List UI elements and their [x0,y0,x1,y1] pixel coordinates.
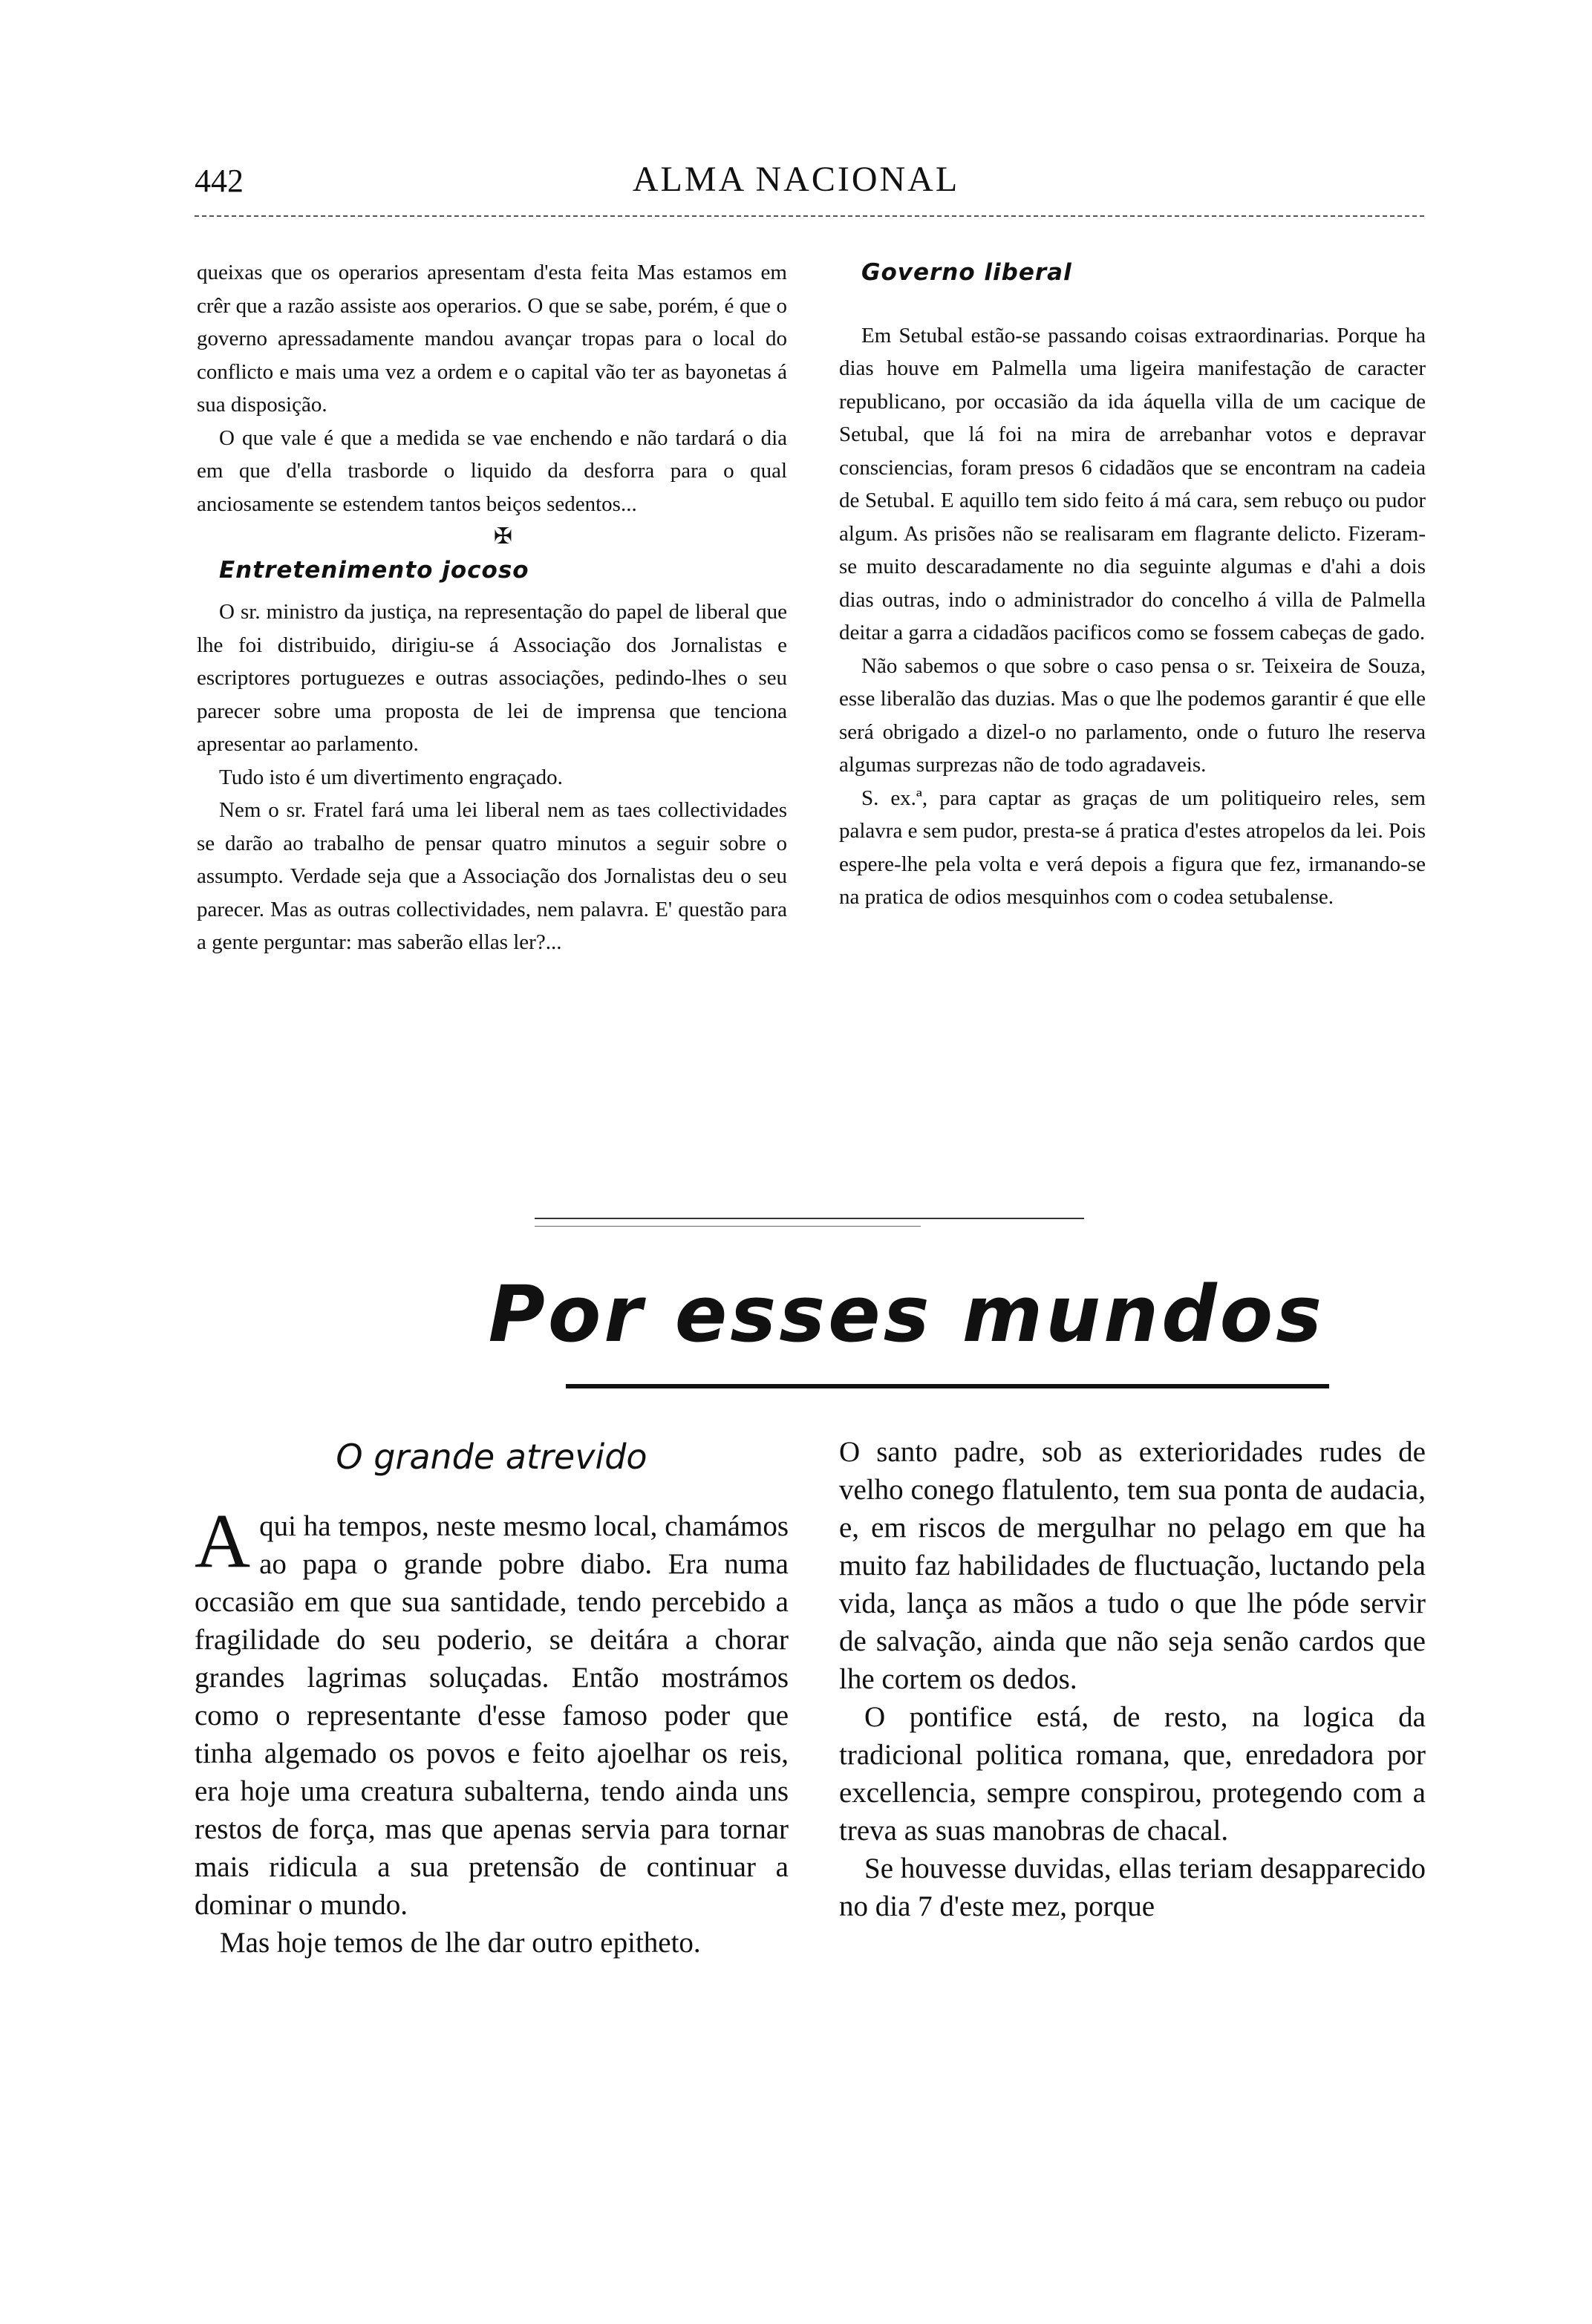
running-header-title: ALMA NACIONAL [632,160,960,199]
paragraph-text: qui ha tempos, neste mesmo local, chamámos ao papa o grande pobre diabo. Era numa occasião em que sua santidade, tendo percebido a fragilidade do seu poderio, se deitára a chorar grandes lagrimas soluçadas. Então mostrámos como o representante d'esse famoso poder que tinha algemado os povos e feito ajoelhar os reis, era hoje uma creatura subalterna, tendo ainda uns restos de força, mas que apenas servia para tornar mais ridicula a sua pretensão de continuar a dominar o mundo. [195,1510,789,1921]
header-rule [195,215,1424,217]
paragraph: Tudo isto é um divertimento engraçado. [219,765,563,789]
separator-rule [535,1218,1084,1219]
drop-cap: A [195,1498,251,1584]
separator-rule [535,1226,921,1227]
subheading-governo-liberal: Governo liberal [861,259,1072,286]
article-subtitle: O grande atrevido [336,1437,647,1477]
section-title: Por esses mundos [488,1269,1325,1360]
paragraph: Nem o sr. Fratel fará uma lei liberal nem as taes collectividades se darão ao trabalho de pensar quatro minutos a seguir sobre o assumpto. Verdade seja que a Associação dos Jornalistas deu o seu parecer. Mas as outras collectividades, nem palavra. E' questão para a gente perguntar: mas saberão ellas ler?... [197,798,787,954]
section-title-rule [566,1384,1329,1388]
paragraph: Mas hoje temos de lhe dar outro epitheto. [220,1927,701,1959]
right-column [839,256,1426,914]
article-right-column [839,1433,1426,1925]
paragraph: queixas que os operarios apresentam d'esta feita Mas estamos em crêr que a razão assiste aos operarios. O que se sabe, porém, é que o governo apressadamente mandou avançar tropas para o local do conflicto e mais uma vez a ordem e o capital vão ter as bayonetas á sua disposição. [197,261,787,417]
left-column [197,256,787,959]
article-subtitle-wrap [195,1437,789,1477]
subheading-entretenimento: Entretenimento jocoso [219,556,529,584]
paragraph [195,1498,789,1924]
paragraph: Não sabemos o que sobre o caso pensa o sr. Teixeira de Souza, esse liberalão das duzias. Mas o que lhe podemos garantir é que elle será obrigado a dizel-o no parlamento, onde o futuro lhe reserva algumas surprezas não de todo agradaveis. [839,653,1426,777]
paragraph: S. ex.ª, para captar as graças de um politiqueiro reles, sem palavra e sem pudor, presta-se á pratica d'estes atropelos da lei. Pois espere-lhe pela volta e verá depois a figura que fez, irmanando-se na pratica de odios mesquinhos com o codea setubalense. [839,786,1426,909]
paragraph: O que vale é que a medida se vae enchendo e não tardará o dia em que d'ella trasborde o liquido da desforra para o qual anciosamente se estendem tantos beiços sedentos... [197,425,787,516]
page-number: 442 [195,163,244,199]
section-ornament: ✠ [493,524,513,549]
paragraph: O pontifice está, de resto, na logica da tradicional politica romana, que, enredadora por excellencia, sempre conspirou, protegendo com a treva as suas manobras de chacal. [839,1701,1426,1847]
paragraph: O santo padre, sob as exterioridades rudes de velho conego flatulento, tem sua ponta de audacia, e, em riscos de mergulhar no pelago em que ha muito faz habilidades de fluctuação, luctando pela vida, lança as mãos a tudo o que lhe póde servir de salvação, ainda que não seja senão cardos que lhe cortem os dedos. [839,1436,1426,1695]
paragraph: O sr. ministro da justiça, na representação do papel de liberal que lhe foi distribuido, dirigiu-se á Associação dos Jornalistas e escriptores portuguezes e outras associações, pedindo-lhes o seu parecer sobre uma proposta de lei de imprensa que tenciona apresentar ao parlamento. [197,600,787,756]
paragraph: Em Setubal estão-se passando coisas extraordinarias. Porque ha dias houve em Palmella uma ligeira manifestação de caracter republicano, por occasião da ida áquella villa de um cacique de Setubal, que lá foi na mira de arrebanhar votos e depravar consciencias, foram presos 6 cidadãos que se encontram na cadeia de Setubal. E aquillo tem sido feito á má cara, sem rebuço ou pudor algum. As prisões não se realisaram em flagrante delicto. Fizeram-se muito descaradamente no dia seguinte algumas e d'ahi a dois dias outras, indo o administrador do concelho á villa de Palmella deitar a garra a cidadãos pacificos como se fossem cabeças de gado. [839,323,1426,644]
article-left-column [195,1498,789,1962]
paragraph: Se houvesse duvidas, ellas teriam desapparecido no dia 7 d'este mez, porque [839,1853,1426,1922]
